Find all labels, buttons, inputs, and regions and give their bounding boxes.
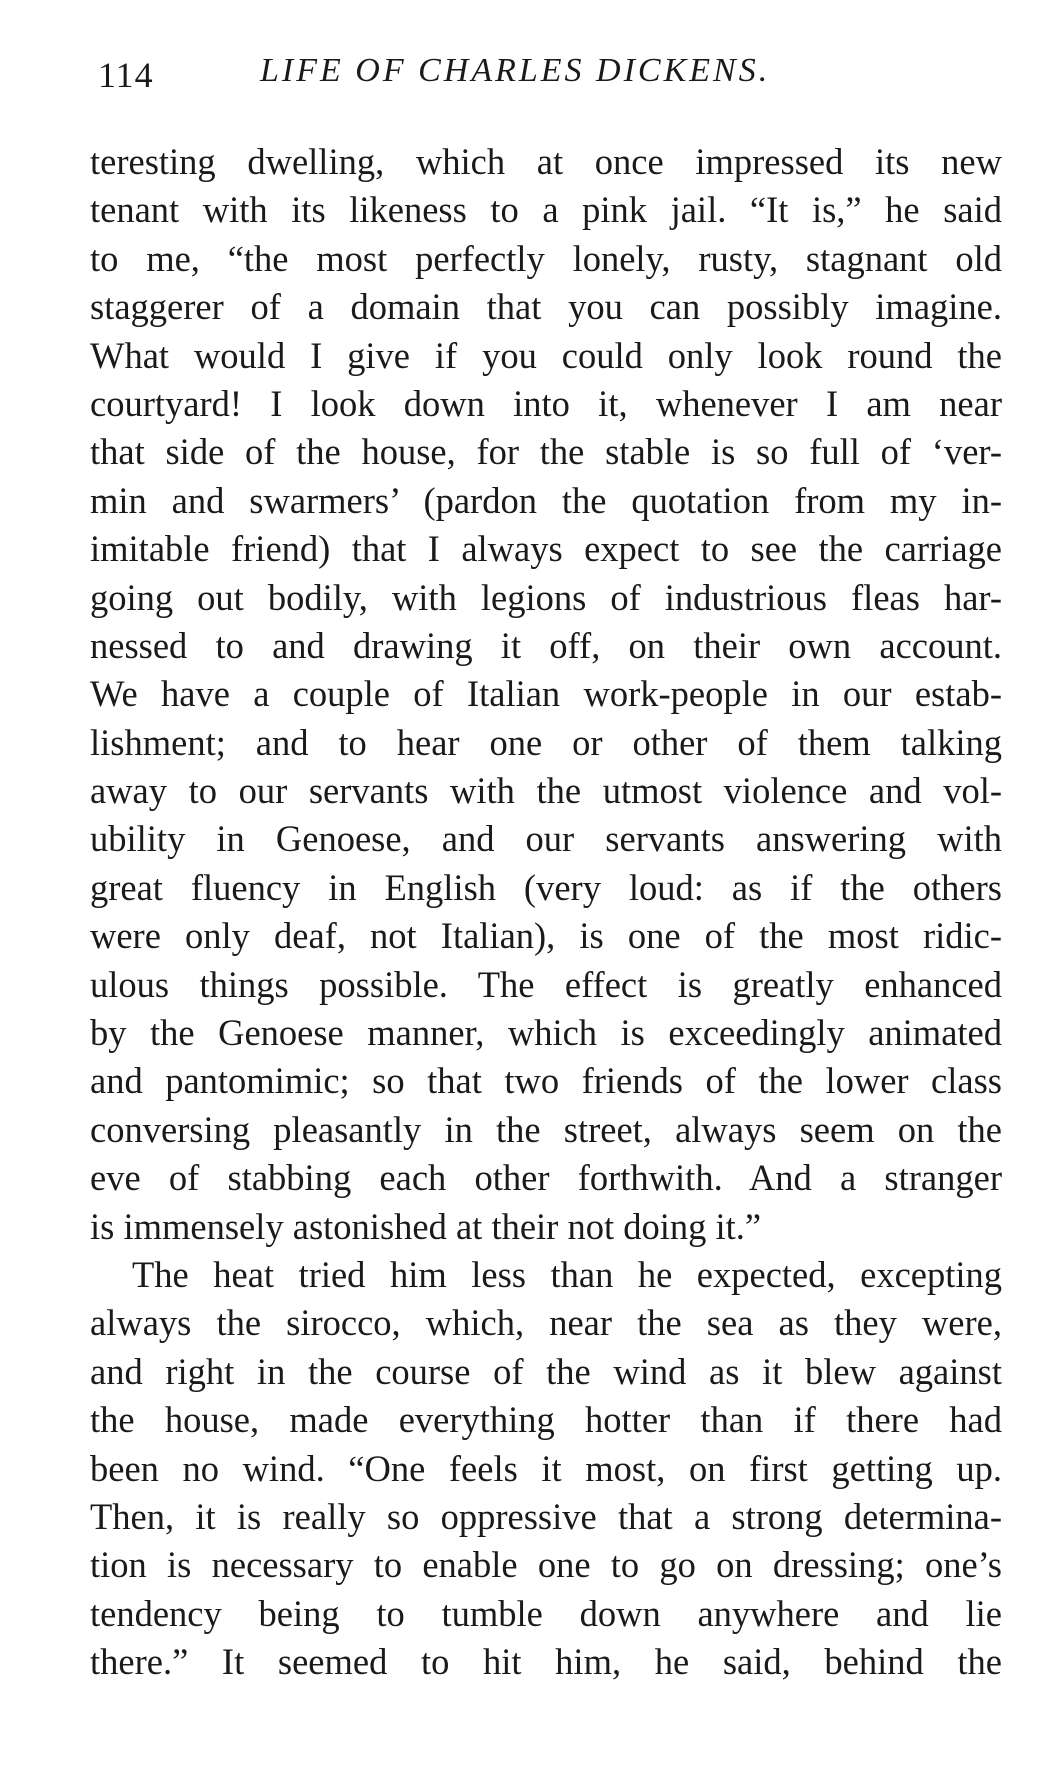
- page-number: 114: [98, 55, 154, 95]
- text-line: the house, made everything hotter than if there had: [90, 1399, 1002, 1441]
- text-line: courtyard! I look down into it, whenever I am near: [90, 382, 1002, 424]
- text-line: great fluency in English (very loud: as if the others: [90, 866, 1002, 908]
- text-line: eve of stabbing each other forthwith. And a stranger: [90, 1157, 1002, 1199]
- text-line: been no wind. “One feels it most, on first getting up.: [90, 1447, 1002, 1489]
- text-line: staggerer of a domain that you can possibly imagine.: [90, 286, 1002, 328]
- text-line: tenant with its likeness to a pink jail. “It is,” he said: [90, 189, 1002, 231]
- text-line: nessed to and drawing it off, on their own account.: [90, 624, 1002, 666]
- text-line: conversing pleasantly in the street, always seem on the: [90, 1108, 1002, 1150]
- text-line: ubility in Genoese, and our servants answering with: [90, 818, 1002, 860]
- text-line: lishment; and to hear one or other of them talking: [90, 721, 1002, 763]
- text-line: What would I give if you could only look round the: [90, 334, 1002, 376]
- text-line: and pantomimic; so that two friends of the lower class: [90, 1060, 1002, 1102]
- text-line: to me, “the most perfectly lonely, rusty, stagnant old: [90, 237, 1002, 279]
- text-line: min and swarmers’ (pardon the quotation from my in-: [90, 479, 1002, 521]
- text-line: were only deaf, not Italian), is one of the most ridic-: [90, 915, 1002, 957]
- text-line: Then, it is really so oppressive that a strong determina-: [90, 1495, 1002, 1537]
- text-line: ulous things possible. The effect is greatly enhanced: [90, 963, 1002, 1005]
- body-text: [90, 138, 1002, 1687]
- text-line: tion is necessary to enable one to go on dressing; one’s: [90, 1544, 1002, 1586]
- text-line: We have a couple of Italian work-people in our estab-: [90, 673, 1002, 715]
- page-header: [90, 52, 1002, 102]
- text-line: tendency being to tumble down anywhere and lie: [90, 1592, 1002, 1634]
- text-line: by the Genoese manner, which is exceedingly animated: [90, 1012, 1002, 1054]
- text-line: away to our servants with the utmost violence and vol-: [90, 770, 1002, 812]
- text-line: going out bodily, with legions of industrious fleas har-: [90, 576, 1002, 618]
- paragraph-end-line: is immensely astonished at their not doing it.”: [90, 1205, 762, 1247]
- text-line: and right in the course of the wind as it blew against: [90, 1350, 1002, 1392]
- text-line: always the sirocco, which, near the sea as they were,: [90, 1302, 1002, 1344]
- text-line: imitable friend) that I always expect to see the carriage: [90, 528, 1002, 570]
- paragraph-start-line: The heat tried him less than he expected, excepting: [132, 1253, 1002, 1295]
- text-line: teresting dwelling, which at once impressed its new: [90, 141, 1002, 182]
- text-line: there.” It seemed to hit him, he said, behind the: [90, 1641, 1002, 1683]
- text-line: that side of the house, for the stable is so full of ‘ver-: [90, 431, 1002, 473]
- running-head: LIFE OF CHARLES DICKENS.: [260, 52, 771, 89]
